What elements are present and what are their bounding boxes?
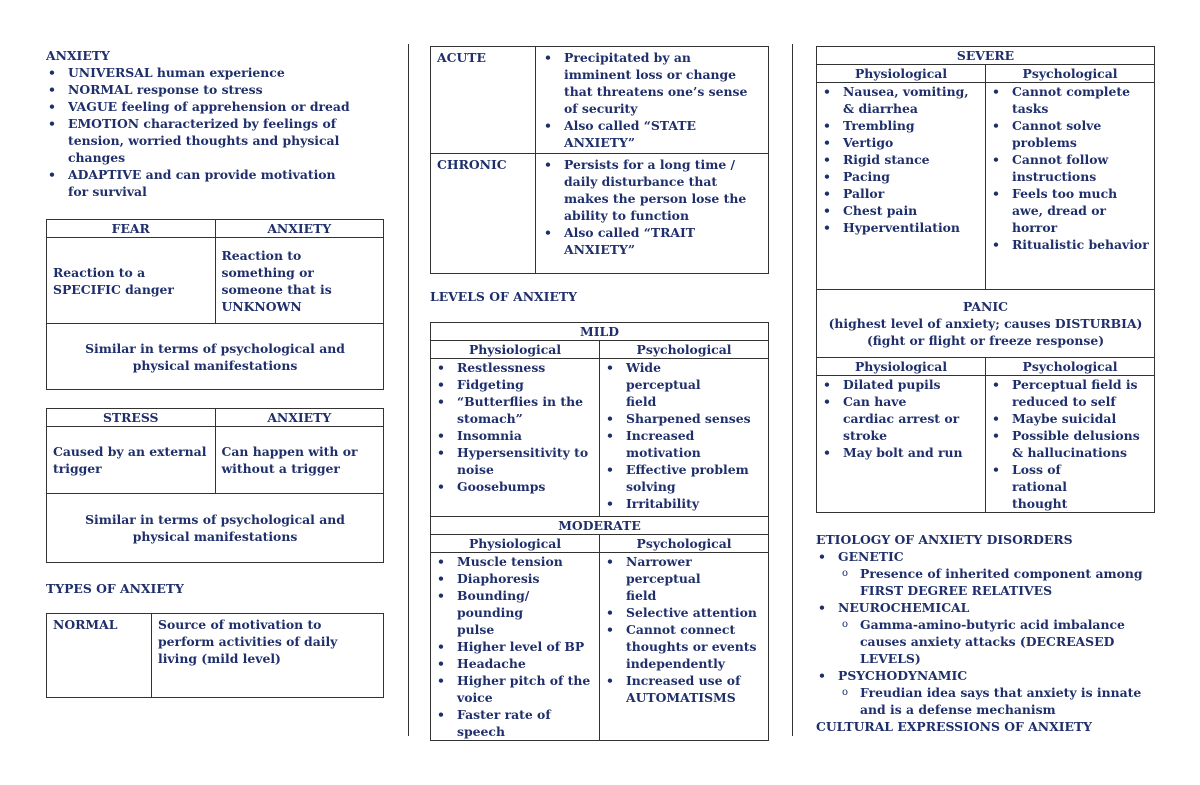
table-header: Physiological xyxy=(431,535,600,553)
severe-panic-table xyxy=(816,46,1155,513)
list-item: • Persists for a long time / daily disturbance that makes the person lose the ability to function xyxy=(542,156,762,224)
moderate-psychological xyxy=(600,553,769,741)
stress-vs-anxiety-table xyxy=(46,408,384,563)
list-item: • Dilated pupils xyxy=(821,376,981,393)
list-item xyxy=(816,599,1151,667)
list-item: o Freudian idea says that anxiety is innate and is a defense mechanism xyxy=(838,684,1151,718)
table-header: Physiological xyxy=(431,341,600,359)
levels-table xyxy=(430,322,769,741)
list-item: • Nausea, vomiting, & diarrhea xyxy=(821,83,981,117)
table-header: FEAR xyxy=(47,220,216,238)
mild-psychological xyxy=(600,359,769,517)
list-item: • Vertigo xyxy=(821,134,981,151)
list-item: • Ritualistic behavior xyxy=(990,236,1150,253)
list-item: • Increased use of AUTOMATISMS xyxy=(604,672,764,706)
list-item: • Cannot solve problems xyxy=(990,117,1150,151)
anxiety-types-table xyxy=(430,46,769,274)
list-item: • May bolt and run xyxy=(821,444,981,461)
type-description: Source of motivation to perform activities of daily living (mild level) xyxy=(152,614,384,698)
list-item: • Restlessness xyxy=(435,359,595,376)
panic-physiological xyxy=(817,376,986,513)
list-item: • Faster rate of speech xyxy=(435,706,595,740)
etiology-section xyxy=(816,531,1151,735)
list-item xyxy=(816,667,1151,718)
table-footer: Similar in terms of psychological and physical manifestations xyxy=(47,324,384,390)
list-item: • Cannot follow instructions xyxy=(990,151,1150,185)
panic-subtitle: (highest level of anxiety; causes DISTURBIA) xyxy=(828,316,1143,331)
list-item: • Increased motivation xyxy=(604,427,764,461)
level-title: MODERATE xyxy=(431,517,769,535)
list-item: • Bounding/ pounding pulse xyxy=(435,587,595,638)
panic-subtitle-2: (fight or flight or freeze response) xyxy=(866,333,1105,348)
severe-psychological xyxy=(986,83,1155,290)
cultural-heading: CULTURAL EXPRESSIONS OF ANXIETY xyxy=(816,719,1093,734)
list-item: • Muscle tension xyxy=(435,553,595,570)
list-item: • Chest pain xyxy=(821,202,981,219)
etiology-label: PSYCHODYNAMIC xyxy=(838,668,968,683)
severe-physiological xyxy=(817,83,986,290)
list-item: • Pallor xyxy=(821,185,981,202)
list-item: • Headache xyxy=(435,655,595,672)
list-item: • Wide perceptual field xyxy=(604,359,764,410)
list-item: • Loss of rational thought xyxy=(990,461,1150,512)
list-item: • Goosebumps xyxy=(435,478,595,495)
etiology-heading: ETIOLOGY OF ANXIETY DISORDERS xyxy=(816,532,1073,547)
list-item: • EMOTION characterized by feelings of tension, worried thoughts and physical changes xyxy=(46,115,376,166)
type-label: NORMAL xyxy=(47,614,152,698)
list-item: • Rigid stance xyxy=(821,151,981,168)
list-item: • Also called “STATE ANXIETY” xyxy=(542,117,762,151)
mild-physiological xyxy=(431,359,600,517)
levels-heading: LEVELS OF ANXIETY xyxy=(430,289,577,304)
etiology-label: NEUROCHEMICAL xyxy=(838,600,970,615)
panic-header xyxy=(817,290,1155,358)
anxiety-intro xyxy=(46,47,376,200)
table-footer: Similar in terms of psychological and physical manifestations xyxy=(47,494,384,563)
list-item: • Pacing xyxy=(821,168,981,185)
level-title: MILD xyxy=(431,323,769,341)
list-item: • Hyperventilation xyxy=(821,219,981,236)
list-item: • Cannot complete tasks xyxy=(990,83,1150,117)
table-header: Physiological xyxy=(817,65,986,83)
table-header: ANXIETY xyxy=(215,409,384,427)
list-item: • Possible delusions & hallucinations xyxy=(990,427,1150,461)
table-cell: Caused by an external trigger xyxy=(47,427,216,494)
list-item xyxy=(816,548,1151,599)
list-item: • Maybe suicidal xyxy=(990,410,1150,427)
panic-title: PANIC xyxy=(962,299,1008,314)
list-item: • Trembling xyxy=(821,117,981,134)
table-cell: Can happen with or without a trigger xyxy=(215,427,384,494)
list-item: • Perceptual field is reduced to self xyxy=(990,376,1150,410)
etiology-label: GENETIC xyxy=(838,549,904,564)
table-header: Physiological xyxy=(817,358,986,376)
list-item: • Also called “TRAIT ANXIETY” xyxy=(542,224,762,258)
list-item: • Selective attention xyxy=(604,604,764,621)
list-item: • Sharpened senses xyxy=(604,410,764,427)
list-item: • Narrower perceptual field xyxy=(604,553,764,604)
table-cell: Reaction to a SPECIFIC danger xyxy=(47,238,216,324)
list-item: • Diaphoresis xyxy=(435,570,595,587)
list-item: • Precipitated by an imminent loss or change that threatens one’s sense of security xyxy=(542,49,762,117)
column-divider xyxy=(792,44,793,736)
table-header: Psychological xyxy=(600,535,769,553)
column-divider xyxy=(408,44,409,736)
anxiety-points xyxy=(46,64,376,200)
type-label: CHRONIC xyxy=(431,154,536,274)
list-item: • Feels too much awe, dread or horror xyxy=(990,185,1150,236)
list-item: • Hypersensitivity to noise xyxy=(435,444,595,478)
fear-vs-anxiety-table xyxy=(46,219,384,390)
level-title: SEVERE xyxy=(817,47,1155,65)
list-item: • Can have cardiac arrest or stroke xyxy=(821,393,981,444)
list-item: o Gamma-amino-butyric acid imbalance causes anxiety attacks (DECREASED LEVELS) xyxy=(838,616,1151,667)
list-item: • Effective problem solving xyxy=(604,461,764,495)
list-item: o Presence of inherited component among FIRST DEGREE RELATIVES xyxy=(838,565,1151,599)
list-item: • “Butterflies in the stomach” xyxy=(435,393,595,427)
list-item: • VAGUE feeling of apprehension or dread xyxy=(46,98,376,115)
anxiety-title: ANXIETY xyxy=(46,48,110,63)
panic-psychological xyxy=(986,376,1155,513)
table-header: ANXIETY xyxy=(215,220,384,238)
normal-type-table xyxy=(46,613,384,698)
list-item: • ADAPTIVE and can provide motivation for survival xyxy=(46,166,376,200)
list-item: • Cannot connect thoughts or events independently xyxy=(604,621,764,672)
table-header: Psychological xyxy=(986,358,1155,376)
table-header: STRESS xyxy=(47,409,216,427)
list-item: • Higher pitch of the voice xyxy=(435,672,595,706)
table-header: Psychological xyxy=(600,341,769,359)
type-description xyxy=(536,154,769,274)
moderate-physiological xyxy=(431,553,600,741)
table-cell: Reaction to something or someone that is UNKNOWN xyxy=(215,238,384,324)
type-label: ACUTE xyxy=(431,47,536,154)
type-description xyxy=(536,47,769,154)
list-item: • Irritability xyxy=(604,495,764,512)
list-item: • UNIVERSAL human experience xyxy=(46,64,376,81)
types-heading: TYPES OF ANXIETY xyxy=(46,581,184,596)
list-item: • Higher level of BP xyxy=(435,638,595,655)
list-item: • Fidgeting xyxy=(435,376,595,393)
list-item: • Insomnia xyxy=(435,427,595,444)
list-item: • NORMAL response to stress xyxy=(46,81,376,98)
table-header: Psychological xyxy=(986,65,1155,83)
